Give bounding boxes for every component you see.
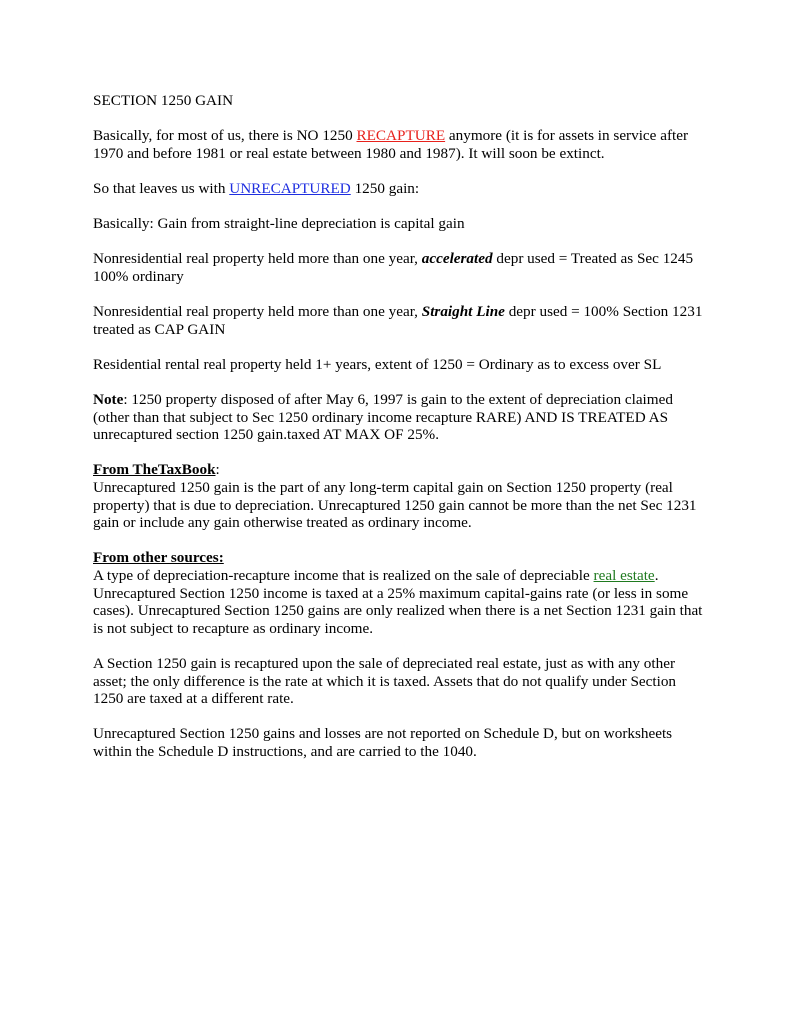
- paragraph-note: [93, 391, 705, 444]
- other-sources-heading: From other sources:: [93, 549, 224, 567]
- straight-line-emphasis: Straight Line: [421, 303, 505, 321]
- paragraph-text: 1250 gain:: [350, 179, 420, 197]
- paragraph-text: Nonresidential real property held more than one year,: [93, 303, 422, 321]
- note-text: : 1250 property disposed of after May 6, 1997 is gain to the extent of depreciation claimed (other than that subject to Sec 1250 ordinary income recapture RARE) AND IS TREATED AS unrecaptured section 1250 gain.taxed AT MAX OF 25%.: [93, 391, 673, 444]
- other-sources-text: . Unrecaptured Section 1250 income is taxed at a 25% maximum capital-gains rate (or less in some cases). Unrecaptured Section 1250 gains are only realized when there is a net Section 1231 gain that is not subject to recapture as ordinary income.: [93, 567, 703, 637]
- taxbook-text: Unrecaptured 1250 gain is the part of any long-term capital gain on Section 1250 property (real property) that is due to depreciation. Unrecaptured 1250 gain cannot be more than the net Sec 1231 gain or include any gain otherwise treated as ordinary income.: [93, 479, 697, 532]
- unrecaptured-link[interactable]: UNRECAPTURED: [229, 179, 351, 197]
- taxbook-heading: From TheTaxBook: [93, 461, 216, 479]
- paragraph-text: depr used = 100% Section 1231 treated as CAP GAIN: [93, 303, 703, 338]
- recapture-link[interactable]: RECAPTURE: [356, 127, 446, 145]
- section-taxbook: [93, 461, 705, 531]
- document-page: [93, 92, 705, 778]
- paragraph-text: Basically, for most of us, there is NO 1250: [93, 127, 357, 145]
- paragraph-text: depr used = Treated as Sec 1245 100% ordinary: [93, 250, 694, 285]
- other-sources-text: A type of depreciation-recapture income that is realized on the sale of depreciable: [93, 567, 594, 585]
- accelerated-emphasis: accelerated: [421, 250, 493, 268]
- paragraph-recaptured-sale: A Section 1250 gain is recaptured upon the sale of depreciated real estate, just as with any other asset; the only difference is the rate at which it is taxed. Assets that do not qualify under Section 1250 are taxed at a different rate.: [93, 655, 677, 708]
- document-title: SECTION 1250 GAIN: [93, 92, 234, 109]
- paragraph-recapture: [93, 127, 705, 162]
- real-estate-link[interactable]: real estate: [593, 567, 655, 585]
- paragraph-accelerated: [93, 250, 705, 285]
- paragraph-straight-line: Basically: Gain from straight-line depreciation is capital gain: [93, 215, 465, 233]
- paragraph-text: So that leaves us with: [93, 179, 230, 197]
- paragraph-unrecaptured: [93, 180, 705, 198]
- paragraph-schedule-d: Unrecaptured Section 1250 gains and losses are not reported on Schedule D, but on worksheets within the Schedule D instructions, and are carried to the 1040.: [93, 725, 673, 760]
- note-label: Note: [93, 391, 124, 409]
- section-other-sources: [93, 549, 705, 637]
- paragraph-residential: Residential rental real property held 1+ years, extent of 1250 = Ordinary as to excess over SL: [93, 355, 662, 373]
- paragraph-straight-line-depr: [93, 303, 705, 338]
- taxbook-colon: :: [215, 461, 220, 479]
- paragraph-text: anymore (it is for assets in service after 1970 and before 1981 or real estate between 1980 and 1987). It will soon be extinct.: [93, 127, 689, 162]
- paragraph-text: Nonresidential real property held more than one year,: [93, 250, 422, 268]
